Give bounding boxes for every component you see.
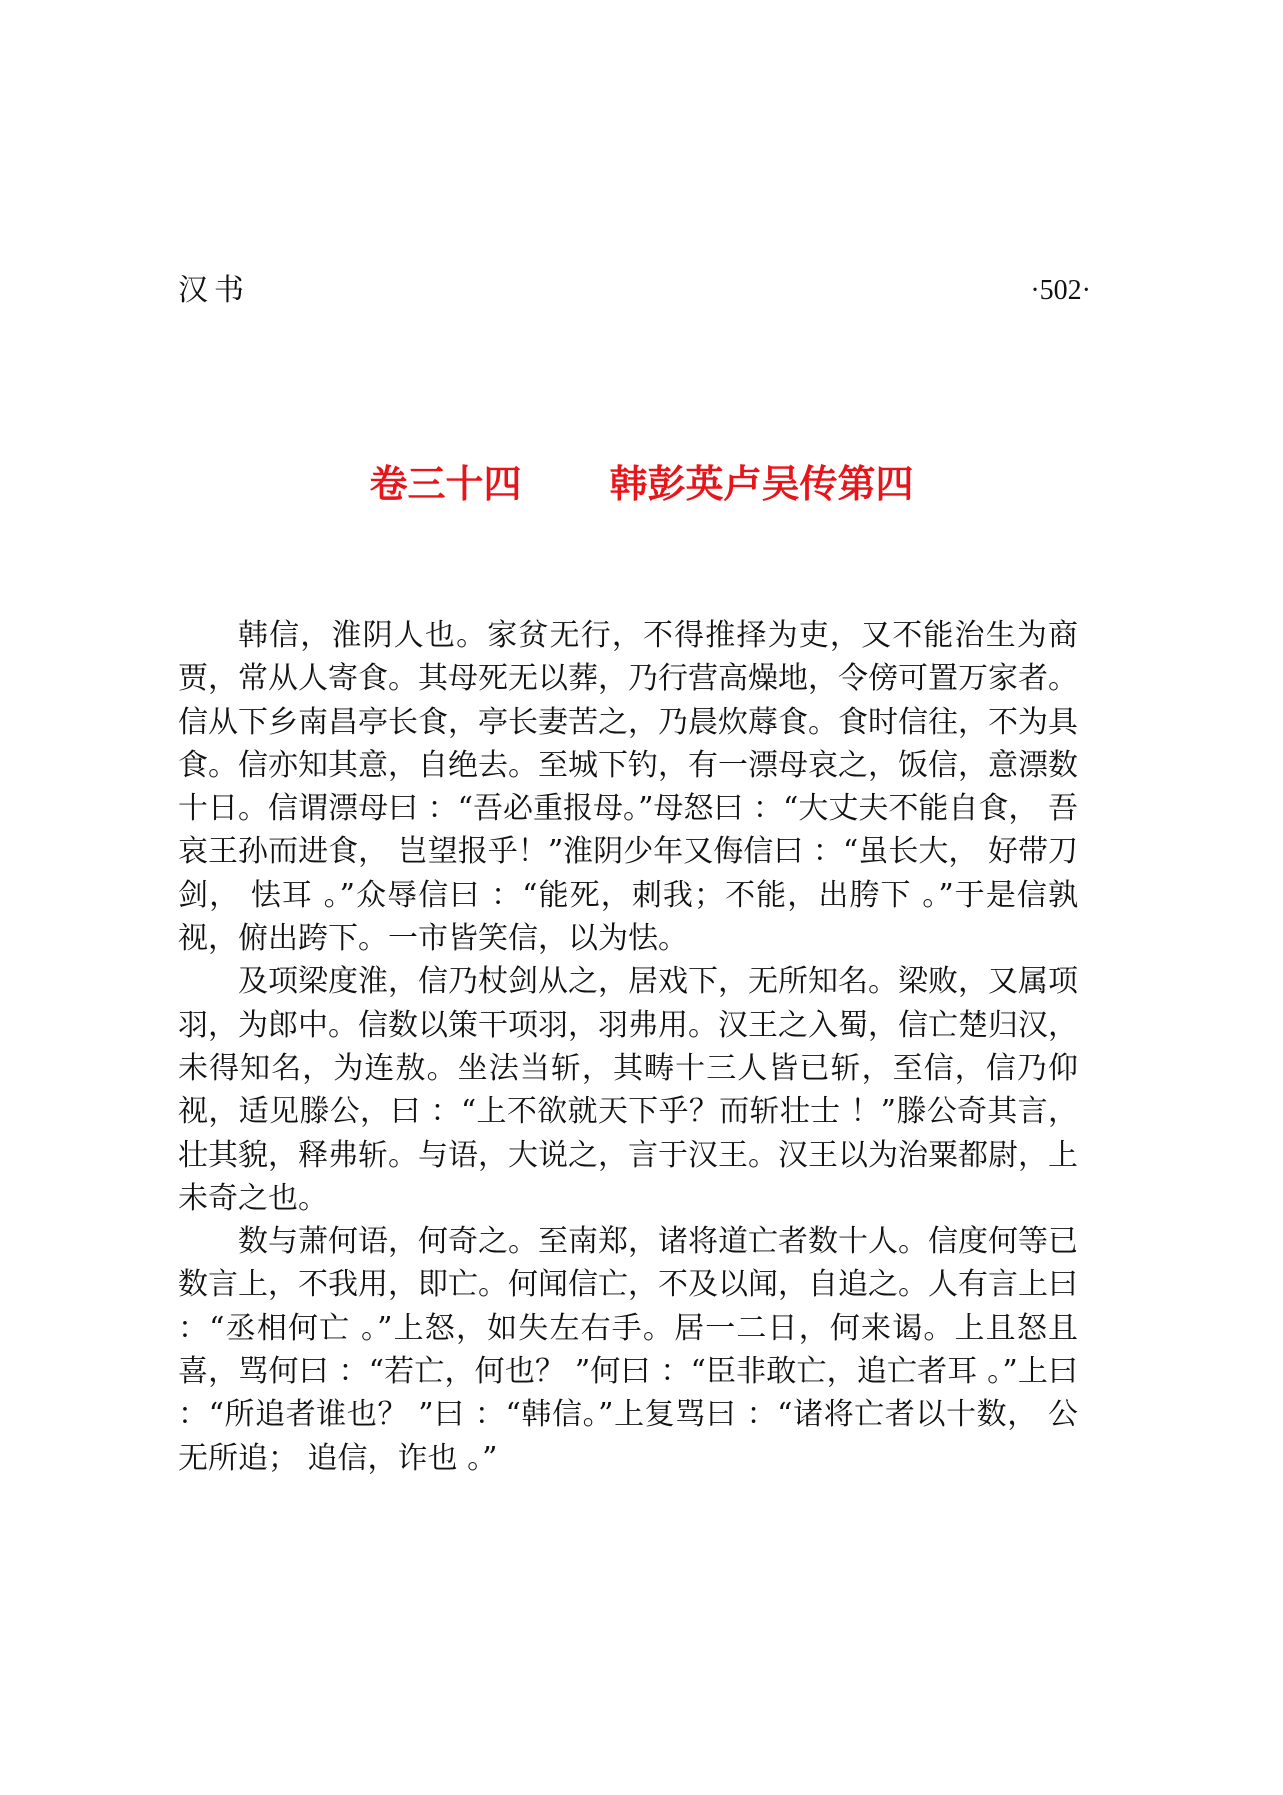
chapter-title [0,459,1283,509]
paragraph-2: 及项梁度淮，信乃杖剑从之，居戏下，无所知名。梁败，又属项羽，为郎中。信数以策干项羽，羽弗用。汉王之入蜀，信亡楚归汉，未得知名，为连敖。坐法当斩，其畴十三人皆已斩，至信，信乃仰视，适见滕公，曰 ：“上不欲就天下乎？而斩壮士 ！”滕公奇其言，壮其貌，释弗斩。与语，大说之，言于汉王。汉王以为治粟都尉，上未奇之也。 [178,964,1078,1216]
page-number: ·502· [1030,275,1091,306]
running-header-book-title: 汉书 [178,273,250,308]
chapter-volume: 卷三十四 [369,462,522,506]
main-text [178,614,1078,1480]
paragraph-3: 数与萧何语，何奇之。至南郑，诸将道亡者数十人。信度何等已数言上，不我用，即亡。何闻信亡，不及以闻，自追之。人有言上曰 ：“丞相何亡 。”上怒，如失左右手。居一二日，何来谒。上且怒且喜，骂何曰 ：“若亡，何也？ ”何曰 ：“臣非敢亡，追亡者耳 。”上曰 ：“所追者谁也？ ”曰 ：“韩信。”上复骂曰 ：“诸将亡者以十数， 公无所追； 追信，诈也 。” [178,1224,1078,1476]
chapter-name: 韩彭英卢吴传第四 [609,462,914,506]
paragraph-1: 韩信，淮阴人也。家贫无行，不得推择为吏，又不能治生为商贾，常从人寄食。其母死无以葬，乃行营高燥地，令傍可置万家者。信从下乡南昌亭长食，亭长妻苦之，乃晨炊蓐食。食时信往，不为具食。信亦知其意，自绝去。至城下钓，有一漂母哀之，饭信，意漂数十日。信谓漂母曰 ：“吾必重报母。”母怒曰 ：“大丈夫不能自食， 吾哀王孙而进食， 岂望报乎！”淮阴少年又侮信曰 ：“虽长大， 好带刀剑， 怯耳 。”众辱信曰 ：“能死，刺我；不能，出胯下 。”于是信孰视，俯出跨下。一市皆笑信，以为怯。 [178,618,1078,957]
